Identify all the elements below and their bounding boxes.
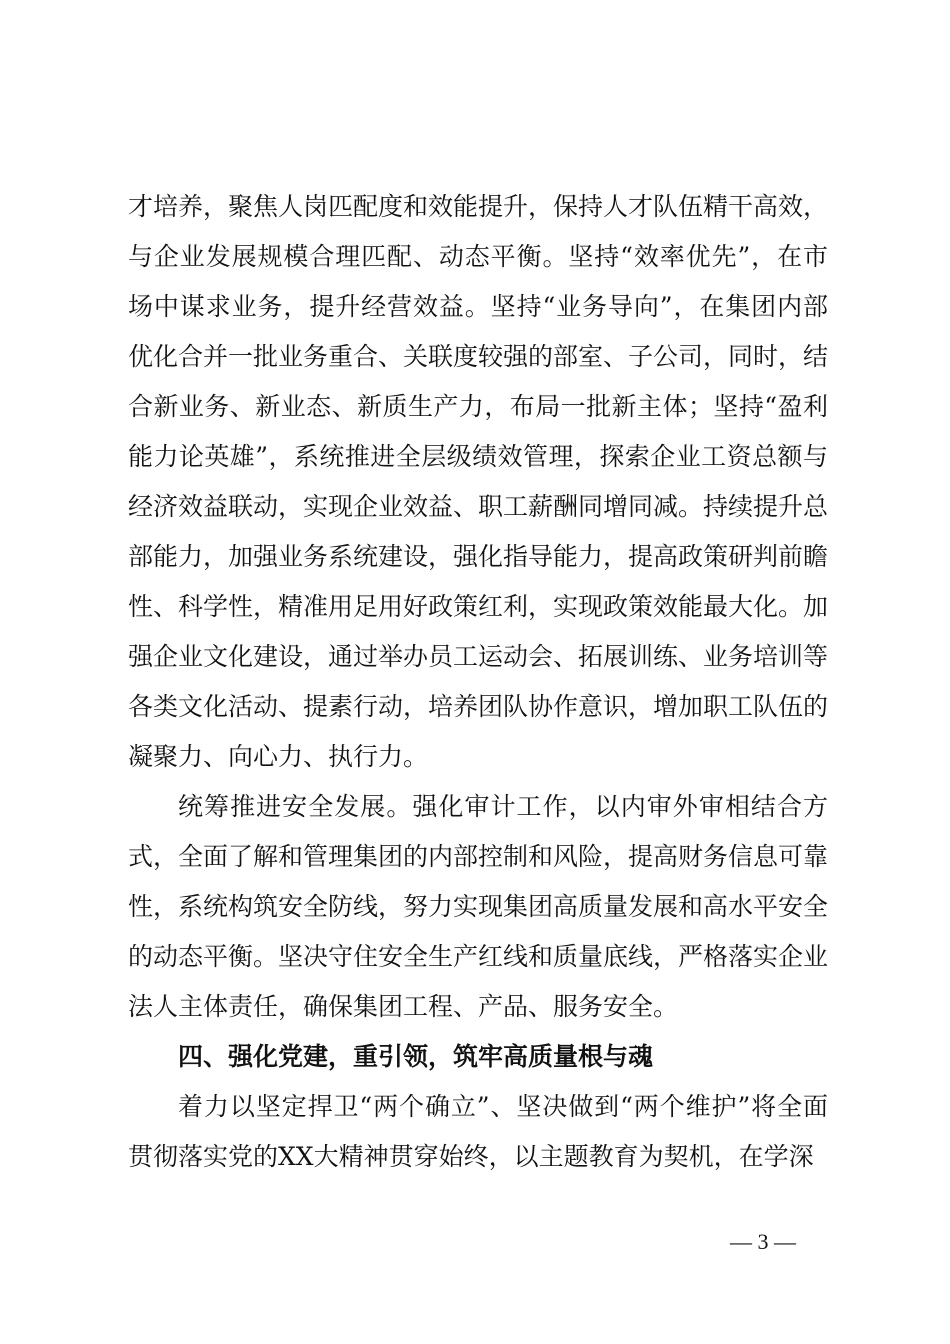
page-number: — 3 — xyxy=(730,1229,796,1254)
paragraph-talent-continuation: 才培养，聚焦人岗匹配度和效能提升，保持人才队伍精干高效，与企业发展规模合理匹配、动态平衡。坚持“效率优先”，在市场中谋求业务，提升经营效益。坚持“业务导向”，在集团内部优化合并一批业务重合、关联度较强的部室、子公司，同时，结合新业务、新业态、新质生产力，布局一批新主体；坚持“盈利能力论英雄”，系统推进全层级绩效管理，探索企业工资总额与经济效益联动，实现企业效益、职工薪酬同增同减。持续提升总部能力，加强业务系统建设，强化指导能力，提高政策研判前瞻性、科学性，精准用足用好政策红利，实现政策效能最大化。加强企业文化建设，通过举办员工运动会、拓展训练、业务培训等各类文化活动、提素行动，培养团队协作意识，增加职工队伍的凝聚力、向心力、执行力。 xyxy=(128,192,829,771)
paragraph-safety-development: 统筹推进安全发展。强化审计工作，以内审外审相结合方式，全面了解和管理集团的内部控制和风险，提高财务信息可靠性，系统构筑安全防线，努力实现集团高质量发展和高水平安全的动态平衡。坚决守住安全生产红线和质量底线，严格落实企业法人主体责任，确保集团工程、产品、服务安全。 xyxy=(128,792,829,1021)
document-body xyxy=(128,182,828,1182)
section-heading-four: 四、强化党建，重引领，筑牢高质量根与魂 xyxy=(178,1042,654,1071)
paragraph-party-building: 着力以坚定捍卫“两个确立”、坚决做到“两个维护”将全面贯彻落实党的XX大精神贯穿始终，以主题教育为契机，在学深 xyxy=(128,1092,828,1171)
